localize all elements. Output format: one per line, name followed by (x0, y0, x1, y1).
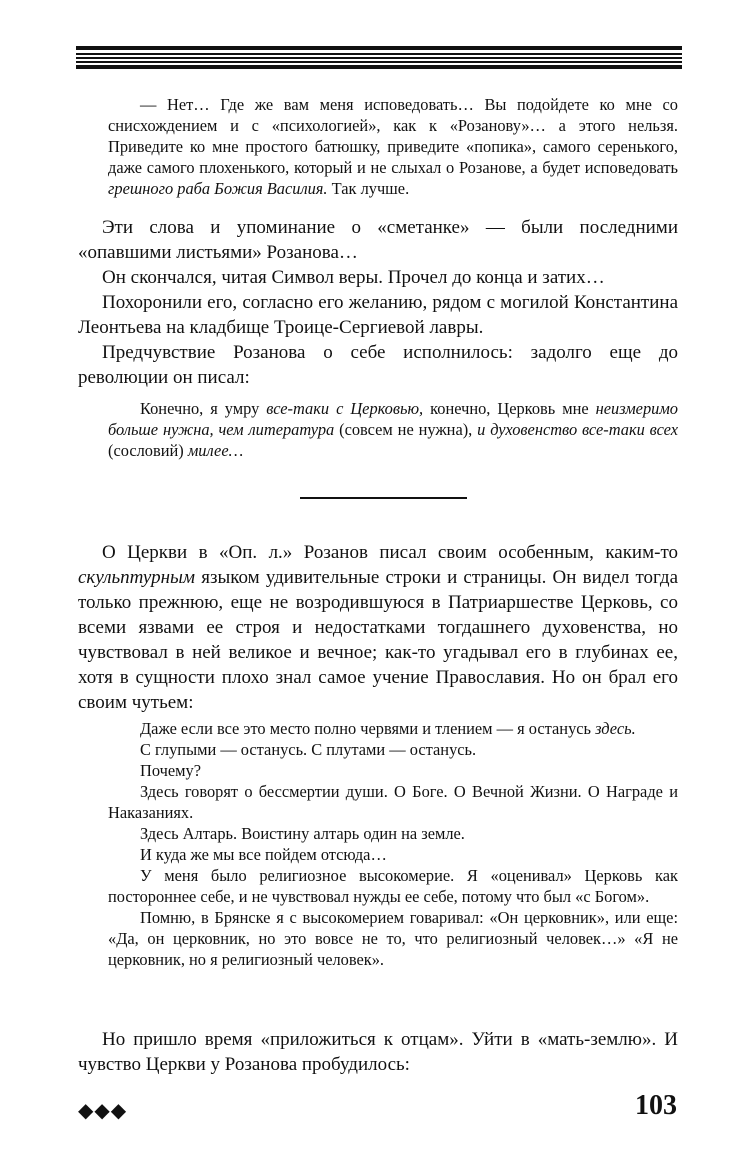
section-separator (300, 497, 467, 499)
body-paragraph: Похоронили его, согласно его желанию, рядом с могилой Константина Леонтьева на кладбище Троице-Сергиевой лавры. (78, 292, 678, 338)
quote-paragraph: Конечно, я умру все-таки с Церковью, конечно, Церковь мне неизмеримо больше нужна, чем литература (совсем не нужна), и духовенство все-таки всех (сословий) милее… (108, 399, 678, 460)
body-paragraph: Эти слова и упоминание о «сметанке» — были последними «опавшими листьями» Розанова… (78, 217, 678, 263)
body-paragraph: Он скончался, читая Символ веры. Прочел до конца и затих… (102, 267, 605, 288)
quote-altar (108, 718, 678, 970)
quote-paragraph: Здесь говорят о бессмертии души. О Боге. О Вечной Жизни. О Награде и Наказаниях. (108, 782, 678, 822)
body-paragraph: Предчувствие Розанова о себе исполнилось: задолго еще до революции он писал: (78, 342, 678, 388)
quote-paragraph: Помню, в Брянске я с высокомерием говаривал: «Он церковник», или еще: «Да, он церковник, но это вовсе не то, что религиозный человек…» «Я не церковник, но я религиозный человек». (108, 908, 678, 969)
body-text-block-2 (78, 540, 678, 715)
quote-church (108, 398, 678, 461)
quote-paragraph: Здесь Алтарь. Воистину алтарь один на земле. (140, 824, 465, 843)
quote-paragraph: У меня было религиозное высокомерие. Я «оценивал» Церковь как постороннее себе, и не чувствовал нужды ее себе, потому что был «с Богом». (108, 866, 678, 906)
quote-paragraph: С глупыми — останусь. С плутами — останусь. (140, 740, 477, 759)
body-text-block-1 (78, 215, 678, 390)
body-paragraph: Но пришло время «приложиться к отцам». Уйти в «мать-землю». И чувство Церкви у Розанова пробудилось: (78, 1029, 678, 1075)
body-paragraph: О Церкви в «Оп. л.» Розанов писал своим особенным, каким-то скульптурным языком удивительные строки и страницы. Он видел тогда только прежнюю, еще не возродившуюся в Патриаршестве Церковь, со всеми язвами ее строя и недостатками тогдашнего духовенства, но чувствовал в ней великое и вечное; как-то угадывал его в глубинах ее, хотя в сущности плохо знал самое учение Православия. Но он брал его своим чутьем: (78, 542, 678, 713)
quote-paragraph: — Нет… Где же вам меня исповедовать… Вы подойдете ко мне со снисхождением и с «психологией», как к «Розанову»… а этого нельзя. Приведите ко мне простого батюшку, приведите «попика», самого серенького, даже самого плохенького, который и не слыхал о Розанове, а будет исповедовать грешного раба Божия Василия. Так лучше. (108, 95, 678, 198)
quote-paragraph: Даже если все это место полно червями и тлением — я останусь здесь. (140, 719, 636, 738)
body-text-block-3 (78, 1027, 678, 1077)
quote-confession (108, 94, 678, 199)
quote-paragraph: Почему? (140, 761, 201, 780)
footer-ornament: ◆◆◆ (78, 1100, 128, 1122)
header-ornament-rule (76, 46, 682, 70)
page-number: 103 (635, 1090, 677, 1121)
quote-paragraph: И куда же мы все пойдем отсюда… (140, 845, 387, 864)
